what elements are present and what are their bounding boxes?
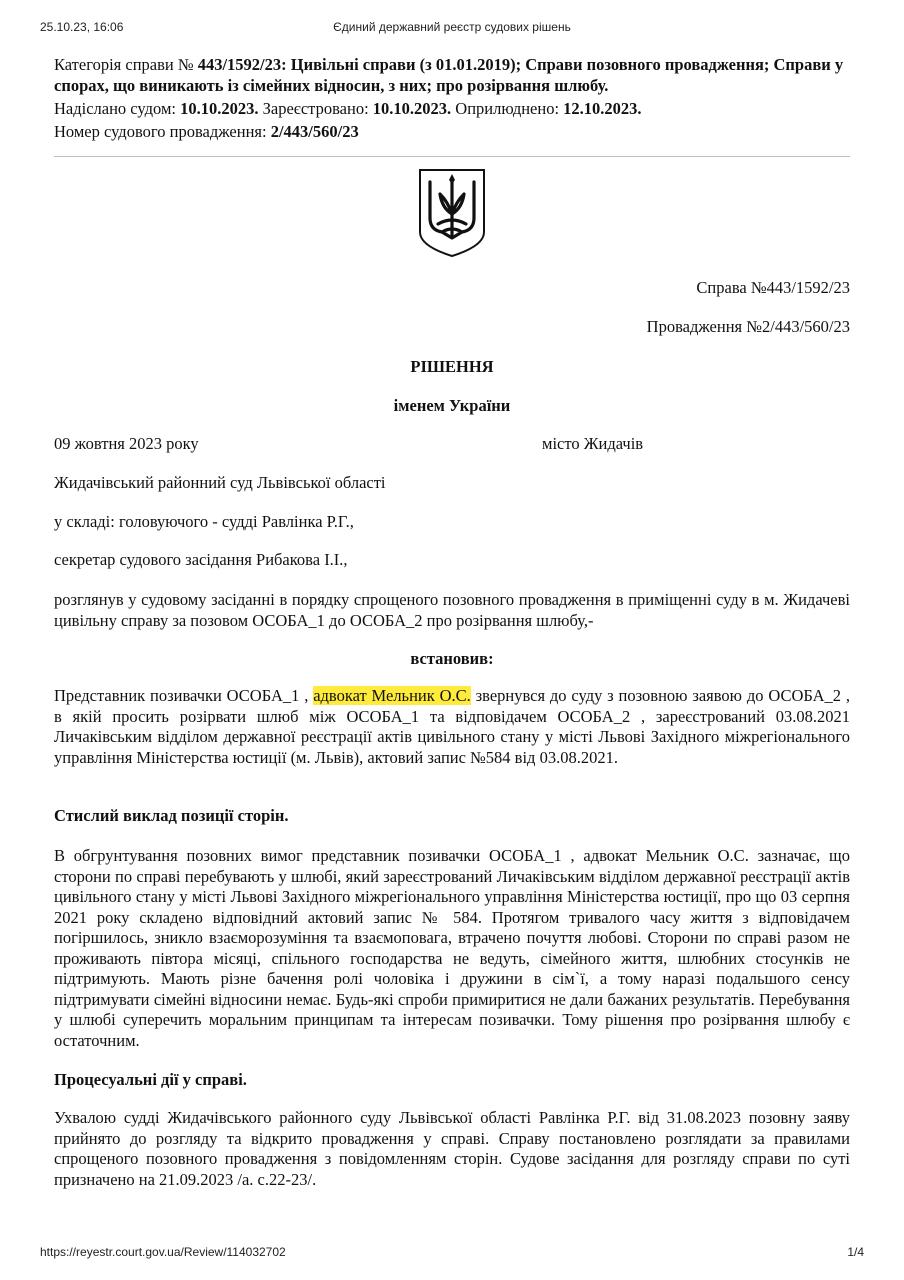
- category-label: Категорія справи №: [54, 55, 198, 74]
- case-dates: [54, 98, 850, 119]
- registered-label: Зареєстровано:: [258, 99, 373, 118]
- highlighted-lawyer: адвокат Мельник О.С.: [313, 686, 471, 705]
- decision-date: 09 жовтня 2023 року: [54, 434, 199, 453]
- sent-label: Надіслано судом:: [54, 99, 181, 118]
- case-category: [54, 54, 850, 96]
- category-value: 443/1592/23: Цивільні справи (з 01.01.2019); Справи позовного провадження; Справи у спорах, що виникають із сімейних відносин, з них; про розірвання шлюбу.: [54, 55, 844, 95]
- court-secretary: секретар судового засідання Рибакова І.І.,: [54, 550, 348, 569]
- print-url: https://reyestr.court.gov.ua/Review/114032702: [40, 1245, 286, 1259]
- case-number: Справа №443/1592/23: [696, 278, 850, 297]
- section-title-procedural: Процесуальні дії у справі.: [54, 1070, 247, 1089]
- decision-subheading: іменем України: [393, 396, 511, 415]
- claim-text-start: Представник позивачки ОСОБА_1 ,: [54, 686, 314, 705]
- proceeding-number-doc: Провадження №2/443/560/23: [646, 317, 850, 336]
- registered-date: 10.10.2023.: [372, 99, 452, 118]
- sent-date: 10.10.2023.: [180, 99, 259, 118]
- court-name: Жидачівський районний суд Львівської області: [54, 473, 386, 492]
- print-title: Єдиний державний реєстр судових рішень: [333, 20, 571, 34]
- section-text-procedural: Ухвалою судді Жидачівського районного суду Львівської області Равлінка Р.Г. від 31.08.2023 позовну заяву прийнято до розгляду та відкрито провадження у справі. Справу постановлено розглядати за правилами спрощеного позовного провадження з повідомленням сторін. Судове засідання для розгляду справи по суті призначено на 21.09.2023 /а. с.22-23/.: [54, 1108, 850, 1189]
- case-metadata: [54, 54, 850, 142]
- proceeding-label: Номер судового провадження:: [54, 122, 271, 141]
- considered-paragraph: розглянув у судовому засіданні в порядку спрощеного позовного провадження в приміщенні суду в м. Жидачеві цивільну справу за позовом ОСОБА_1 до ОСОБА_2 про розірвання шлюбу,-: [54, 590, 850, 630]
- section-title-positions: Стислий виклад позиції сторін.: [54, 806, 289, 825]
- tryzub-coat-of-arms-icon: [418, 168, 486, 258]
- decision-heading: РІШЕННЯ: [410, 357, 494, 376]
- proceeding-number: 2/443/560/23: [270, 122, 359, 141]
- divider: [54, 156, 850, 157]
- proceeding-number-row: [54, 121, 850, 142]
- claim-text-end: звернувся до суду з позовною заявою до ОСОБА_2 , в якій просить розірвати шлюб між ОСОБА_1 та відповідачем ОСОБА_2 , зареєстрований 03.08.2021 Личаківським відділом державної реєстрації актів цивільного стану у місті Львові Західного міжрегіонального управління Міністерства юстиції (м. Львів), актовий запис №584 від 03.08.2021.: [54, 686, 850, 767]
- published-date: 12.10.2023.: [563, 99, 642, 118]
- page-number: 1/4: [847, 1245, 864, 1259]
- court-composition: у складі: головуючого - судді Равлінка Р.Г.,: [54, 512, 354, 531]
- claim-paragraph: [54, 686, 850, 768]
- published-label: Оприлюднено:: [451, 99, 564, 118]
- section-text-positions: В обгрунтування позовних вимог представник позивачки ОСОБА_1 , адвокат Мельник О.С. зазначає, що сторони по справі перебувають у шлюбі, який зареєстрований Личаківським відділом державної реєстрації актів цивільного стану у місті Львові Західного міжрегіонального управління Міністерства юстиції, про що 03 серпня 2021 року складено відповідний актовий запис № 584. Протягом тривалого часу життя з відповідачем погіршилось, зникло взаєморозуміння та взаємоповага, втрачено почуття любові. Сторони по справі разом не проживають півтора місяці, спільного господарства не ведуть, сімейного життя, шлюбних стосунків не підтримують. Мають різне бачення ролі чоловіка і дружини в сім`ї, а тому наразі подальшого сенсу підтримувати сімейні відносини немає. Будь-які спроби примиритися не дали бажаних результатів. Перебування у шлюбі суперечить моральним принципам та інтересам позивачки. Тому рішення про розірвання шлюбу є остаточним.: [54, 846, 850, 1050]
- print-datetime: 25.10.23, 16:06: [40, 20, 124, 34]
- established-heading: встановив:: [410, 649, 494, 668]
- decision-city: місто Жидачів: [542, 434, 644, 453]
